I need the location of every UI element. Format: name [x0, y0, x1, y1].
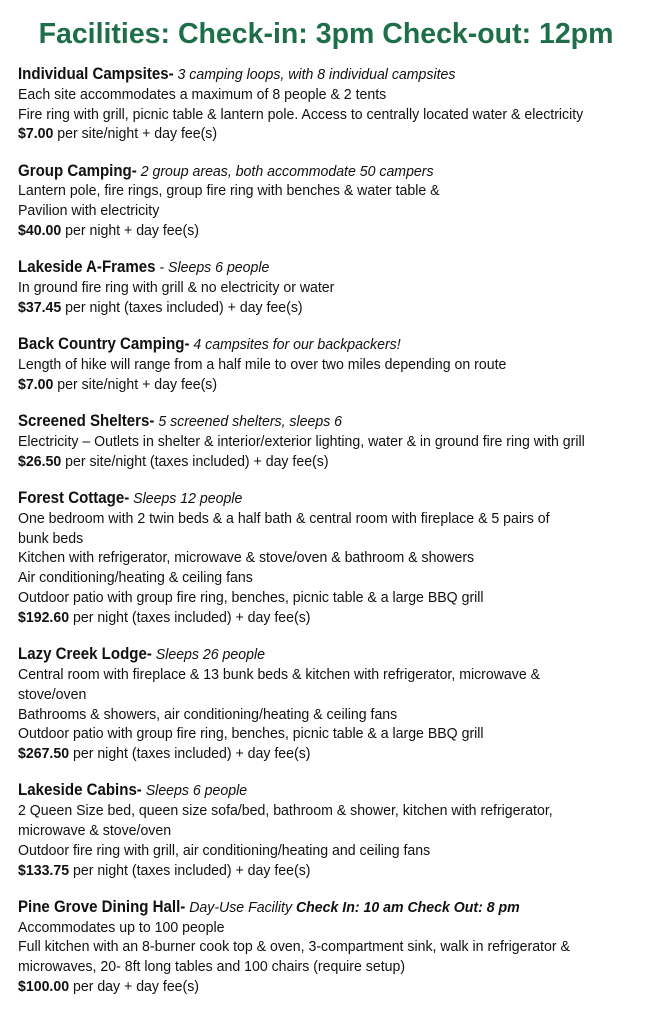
facility-name: Back Country Camping-	[18, 335, 190, 354]
facility-price-line	[18, 608, 591, 628]
facility-detail: bunk beds	[18, 529, 84, 547]
facility-price-line	[18, 744, 591, 764]
facility-price-line	[18, 375, 591, 395]
facility-price-suffix: per site/night + day fee(s)	[53, 125, 218, 143]
facility-detail: Length of hike will range from a half mile to over two miles depending on route	[18, 356, 507, 374]
page-title: Facilities: Check-in: 3pm Check-out: 12pm	[38, 18, 614, 50]
facility-price: $7.00	[18, 125, 54, 143]
facility-back-country-camping	[18, 335, 634, 394]
facility-heading	[18, 645, 591, 665]
facility-price-suffix: per site/night (taxes included) + day fee(s)	[61, 452, 329, 470]
facility-detail: One bedroom with 2 twin beds & a half bath & central room with fireplace & 5 pairs of	[18, 509, 550, 527]
facility-detail: Each site accommodates a maximum of 8 people & 2 tents	[18, 85, 387, 103]
facility-price-suffix: per night (taxes included) + day fee(s)	[69, 745, 311, 763]
facility-price-suffix: per night + day fee(s)	[61, 222, 200, 240]
facility-price-suffix: per site/night + day fee(s)	[53, 375, 218, 393]
facility-price: $26.50	[18, 452, 62, 470]
facility-subtitle: 2 group areas, both accommodate 50 campers	[136, 162, 434, 180]
facility-heading	[18, 162, 591, 182]
facility-name: Individual Campsites-	[18, 65, 174, 83]
facility-heading	[18, 335, 591, 355]
facility-lazy-creek-lodge	[18, 645, 634, 764]
facility-subtitle: 5 screened shelters, sleeps 6	[154, 413, 343, 431]
facility-price: $7.00	[18, 375, 54, 393]
facility-pine-grove-dining-hall	[18, 898, 634, 997]
facility-subtitle: - Sleeps 6 people	[155, 259, 270, 277]
facility-lakeside-a-frames	[18, 258, 634, 317]
facility-detail: Electricity – Outlets in shelter & interior/exterior lighting, water & in ground fire ring with grill	[18, 432, 585, 450]
facility-price-line	[18, 977, 591, 997]
facility-detail: microwaves, 20- 8ft long tables and 100 chairs (require setup)	[18, 958, 406, 976]
facility-detail: Central room with fireplace & 13 bunk beds & kitchen with refrigerator, microwave &	[18, 665, 541, 683]
facility-detail: Bathrooms & showers, air conditioning/heating & ceiling fans	[18, 705, 398, 723]
facility-detail: Outdoor patio with group fire ring, benches, picnic table & a large BBQ grill	[18, 725, 484, 743]
facility-detail: Lantern pole, fire rings, group fire ring with benches & water table &	[18, 182, 440, 200]
facility-name: Lakeside Cabins-	[18, 781, 142, 800]
facility-screened-shelters	[18, 412, 634, 471]
facility-detail: stove/oven	[18, 685, 87, 703]
facility-heading	[18, 781, 591, 801]
facility-lakeside-cabins	[18, 781, 634, 880]
facility-detail: Full kitchen with an 8-burner cook top & oven, 3-compartment sink, walk in refrigerator &	[18, 938, 570, 956]
facility-price: $37.45	[18, 298, 62, 316]
facility-heading	[18, 489, 591, 509]
facility-detail: Outdoor patio with group fire ring, benches, picnic table & a large BBQ grill	[18, 589, 484, 607]
facility-detail: 2 Queen Size bed, queen size sofa/bed, bathroom & shower, kitchen with refrigerator,	[18, 802, 553, 820]
facility-group-camping	[18, 162, 634, 241]
facility-name: Pine Grove Dining Hall-	[18, 897, 186, 916]
facility-price-suffix: per day + day fee(s)	[69, 978, 200, 996]
facility-subtitle: 3 camping loops, with 8 individual campsites	[173, 66, 456, 83]
facility-name: Forest Cottage-	[18, 489, 130, 508]
facility-detail: Fire ring with grill, picnic table & lantern pole. Access to centrally located water & electricity	[18, 105, 584, 123]
facility-price-suffix: per night (taxes included) + day fee(s)	[69, 861, 311, 879]
facility-price-line	[18, 124, 591, 144]
facility-price-suffix: per night (taxes included) + day fee(s)	[69, 608, 311, 626]
facility-heading	[18, 898, 591, 918]
facility-heading	[18, 65, 591, 85]
facility-subtitle: Sleeps 6 people	[141, 782, 248, 800]
facility-price: $192.60	[18, 608, 70, 626]
facility-detail: microwave & stove/oven	[18, 822, 172, 839]
facility-price: $40.00	[18, 222, 62, 240]
facility-heading	[18, 412, 591, 432]
facility-detail: Accommodates up to 100 people	[18, 918, 225, 936]
facility-name: Lazy Creek Lodge-	[18, 645, 152, 664]
facility-subtitle: Day-Use Facility	[185, 898, 296, 916]
facility-detail: Air conditioning/heating & ceiling fans	[18, 569, 253, 587]
facility-subtitle: 4 campsites for our backpackers!	[189, 336, 401, 354]
facility-detail: Pavilion with electricity	[18, 202, 160, 220]
facility-detail: In ground fire ring with grill & no electricity or water	[18, 279, 335, 297]
facility-price: $133.75	[18, 861, 70, 879]
facility-price-line	[18, 861, 591, 881]
facility-check-times: Check In: 10 am Check Out: 8 pm	[295, 898, 520, 916]
facility-price-line	[18, 298, 591, 318]
facility-detail: Kitchen with refrigerator, microwave & stove/oven & bathroom & showers	[18, 549, 475, 567]
facility-individual-campsites	[18, 65, 634, 144]
facility-forest-cottage	[18, 489, 634, 628]
facility-detail: Outdoor fire ring with grill, air conditioning/heating and ceiling fans	[18, 841, 431, 859]
facility-subtitle: Sleeps 12 people	[129, 490, 243, 508]
facility-price-suffix: per night (taxes included) + day fee(s)	[61, 298, 303, 316]
facility-price-line	[18, 452, 591, 472]
facility-list	[18, 65, 634, 997]
facility-subtitle: Sleeps 26 people	[151, 646, 265, 664]
facility-price: $100.00	[18, 978, 70, 996]
facility-name: Screened Shelters-	[18, 412, 155, 431]
facility-price: $267.50	[18, 745, 70, 763]
facility-price-line	[18, 221, 591, 241]
facility-name: Group Camping-	[18, 161, 137, 180]
facility-heading	[18, 258, 591, 278]
facility-name: Lakeside A-Frames	[18, 258, 156, 277]
